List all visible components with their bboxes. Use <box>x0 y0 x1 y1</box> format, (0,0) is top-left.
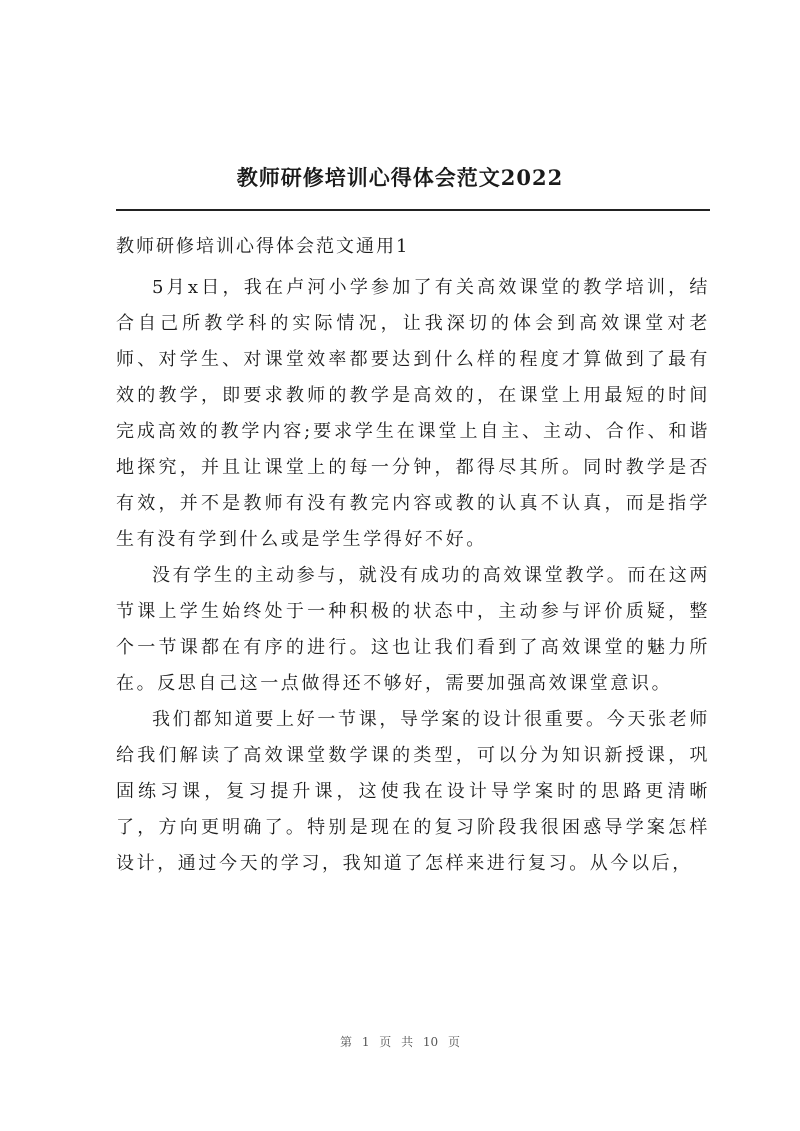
page-footer: 第 1 页 共 10 页 <box>340 1035 460 1049</box>
body-text <box>116 270 710 882</box>
document-title: 教师研修培训心得体会范文2022 <box>236 165 564 190</box>
paragraph-3: 我们都知道要上好一节课，导学案的设计很重要。今天张老师给我们解读了高效课堂数学课的类型，可以分为知识新授课，巩固练习课，复习提升课，这使我在设计导学案时的思路更清晰了，方向更明确了。特别是现在的复习阶段我很困惑导学案怎样设计，通过今天的学习，我知道了怎样来进行复习。从今以后， <box>116 709 710 874</box>
section-heading: 教师研修培训心得体会范文通用1 <box>116 236 410 257</box>
title-divider <box>116 209 710 211</box>
paragraph-1: 5月x日，我在卢河小学参加了有关高效课堂的教学培训，结合自己所教学科的实际情况，让我深切的体会到高效课堂对老师、对学生、对课堂效率都要达到什么样的程度才算做到了最有效的教学，即要求教师的教学是高效的，在课堂上用最短的时间完成高效的教学内容;要求学生在课堂上自主、主动、合作、和谐地探究，并且让课堂上的每一分钟，都得尽其所。同时教学是否有效，并不是教师有没有教完内容或教的认真不认真，而是指学生有没有学到什么或是学生学得好不好。 <box>116 277 710 550</box>
paragraph-2: 没有学生的主动参与，就没有成功的高效课堂教学。而在这两节课上学生始终处于一种积极的状态中，主动参与评价质疑，整个一节课都在有序的进行。这也让我们看到了高效课堂的魅力所在。反思自己这一点做得还不够好，需要加强高效课堂意识。 <box>116 565 710 694</box>
